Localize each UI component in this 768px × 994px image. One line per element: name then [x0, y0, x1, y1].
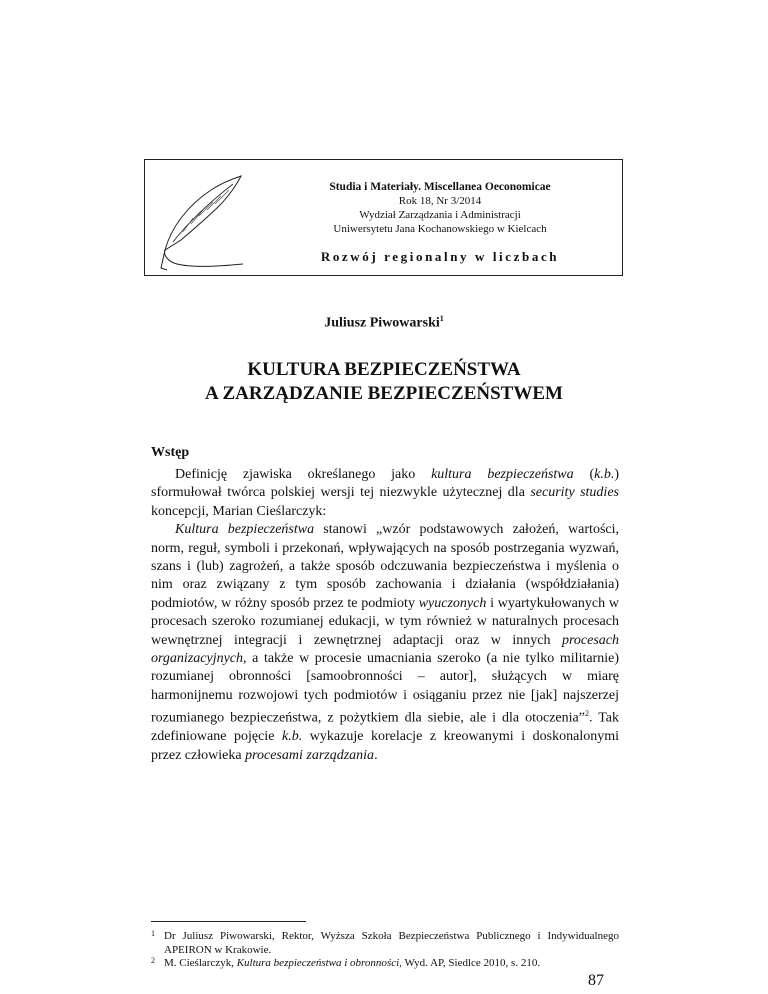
emphasis: kultura bezpieczeństwa	[431, 467, 574, 482]
title-line-2: A ZARZĄDZANIE BEZPIECZEŃSTWEM	[205, 383, 563, 404]
text-run: ) sformułował twórca polskiej wersji tej niezwykle użytecznej dla	[151, 467, 620, 501]
emphasis: k.b.	[594, 467, 615, 482]
paragraph-2	[151, 521, 619, 765]
footnote-number: 2	[151, 956, 155, 965]
paragraph-1	[151, 466, 619, 521]
emphasis: Kultura bezpieczeństwa	[175, 522, 315, 538]
quill-pen-icon	[153, 170, 245, 274]
journal-title: Studia i Materiały. Miscellanea Oeconomicae	[329, 181, 551, 193]
text-run: i wyartykułowanych w procesach szeroko rozumianej edukacji, w tym również w naturalnych procesach wewnętrznej integracji i zewnętrznej adaptacji oraz w innych	[151, 595, 619, 648]
title-line-1: KULTURA BEZPIECZEŃSTWA	[247, 359, 521, 380]
footnote-book-title: Kultura bezpieczeństwa i obronności,	[236, 957, 402, 969]
footnote-2	[151, 957, 619, 971]
text-run: (	[573, 467, 595, 482]
section-heading: Wstęp	[151, 445, 190, 460]
emphasis: procesach organizacyjnych	[151, 632, 619, 667]
journal-info	[265, 180, 615, 236]
journal-faculty: Wydział Zarządzania i Administracji	[359, 209, 521, 221]
text-run: .	[374, 747, 378, 763]
footnote-divider	[151, 921, 306, 922]
emphasis: k.b.	[281, 729, 303, 745]
emphasis: security studies	[530, 485, 619, 501]
text-run: wykazuje korelacje z kreowanymi i doskonalonymi przez człowieka	[151, 729, 620, 763]
author-line	[0, 314, 768, 332]
text-run: , a także w procesie umacniania szeroko (a nie tylko militarnie) rozumianej obronności [samoobronności – autor], służących w miarę harmonijnemu rozwojowi tych podmiotów i osiąganiu przez nie [jak] najszerzej rozumianego bezpieczeństwa, z pożytkiem dla siebie, ale i dla otoczenia”	[151, 651, 619, 726]
footnote-text: Wyd. AP, Siedlce 2010, s. 210.	[401, 957, 541, 969]
journal-issue: Rok 18, Nr 3/2014	[398, 195, 482, 207]
footnote-number: 1	[151, 929, 155, 938]
emphasis: wyuczonych	[418, 595, 487, 611]
footnote-text: M. Cieślarczyk,	[164, 957, 237, 969]
author-footnote-mark: 1	[439, 314, 444, 323]
footnotes	[151, 930, 619, 971]
article-title	[0, 358, 768, 406]
journal-university: Uniwersytetu Jana Kochanowskiego w Kielcach	[333, 223, 547, 235]
text-run: Definicję zjawiska określanego jako	[175, 467, 432, 482]
emphasis: procesami zarządzania	[245, 747, 375, 763]
footnote-ref: 2	[584, 709, 589, 719]
series-title: Rozwój regionalny w liczbach	[320, 249, 560, 264]
journal-header-box	[144, 159, 623, 276]
footnote-text: Dr Juliusz Piwowarski, Rektor, Wyższa Szkoła Bezpieczeństwa Publicznego i Indywidualnego APEIRON w Krakowie.	[164, 930, 619, 956]
article-body	[151, 466, 619, 765]
text-run: . Tak zdefiniowane pojęcie	[151, 710, 619, 745]
text-run: stanowi „wzór podstawowych założeń, wartości, norm, reguł, symboli i przekonań, wpływających na sposób postrzegania wyzwań, szans i (lub) zagrożeń, a także sposób odczuwania bezpieczeństwa i myślenia o nim oraz związany z tym sposób zachowania i działania (współdziałania) podmiotów, w różny sposób przez te podmioty	[151, 522, 619, 611]
text-run: koncepcji, Marian Cieślarczyk:	[151, 503, 327, 519]
author-name: Juliusz Piwowarski	[324, 315, 440, 331]
page-number: 87	[588, 972, 604, 989]
footnote-1	[151, 930, 619, 957]
